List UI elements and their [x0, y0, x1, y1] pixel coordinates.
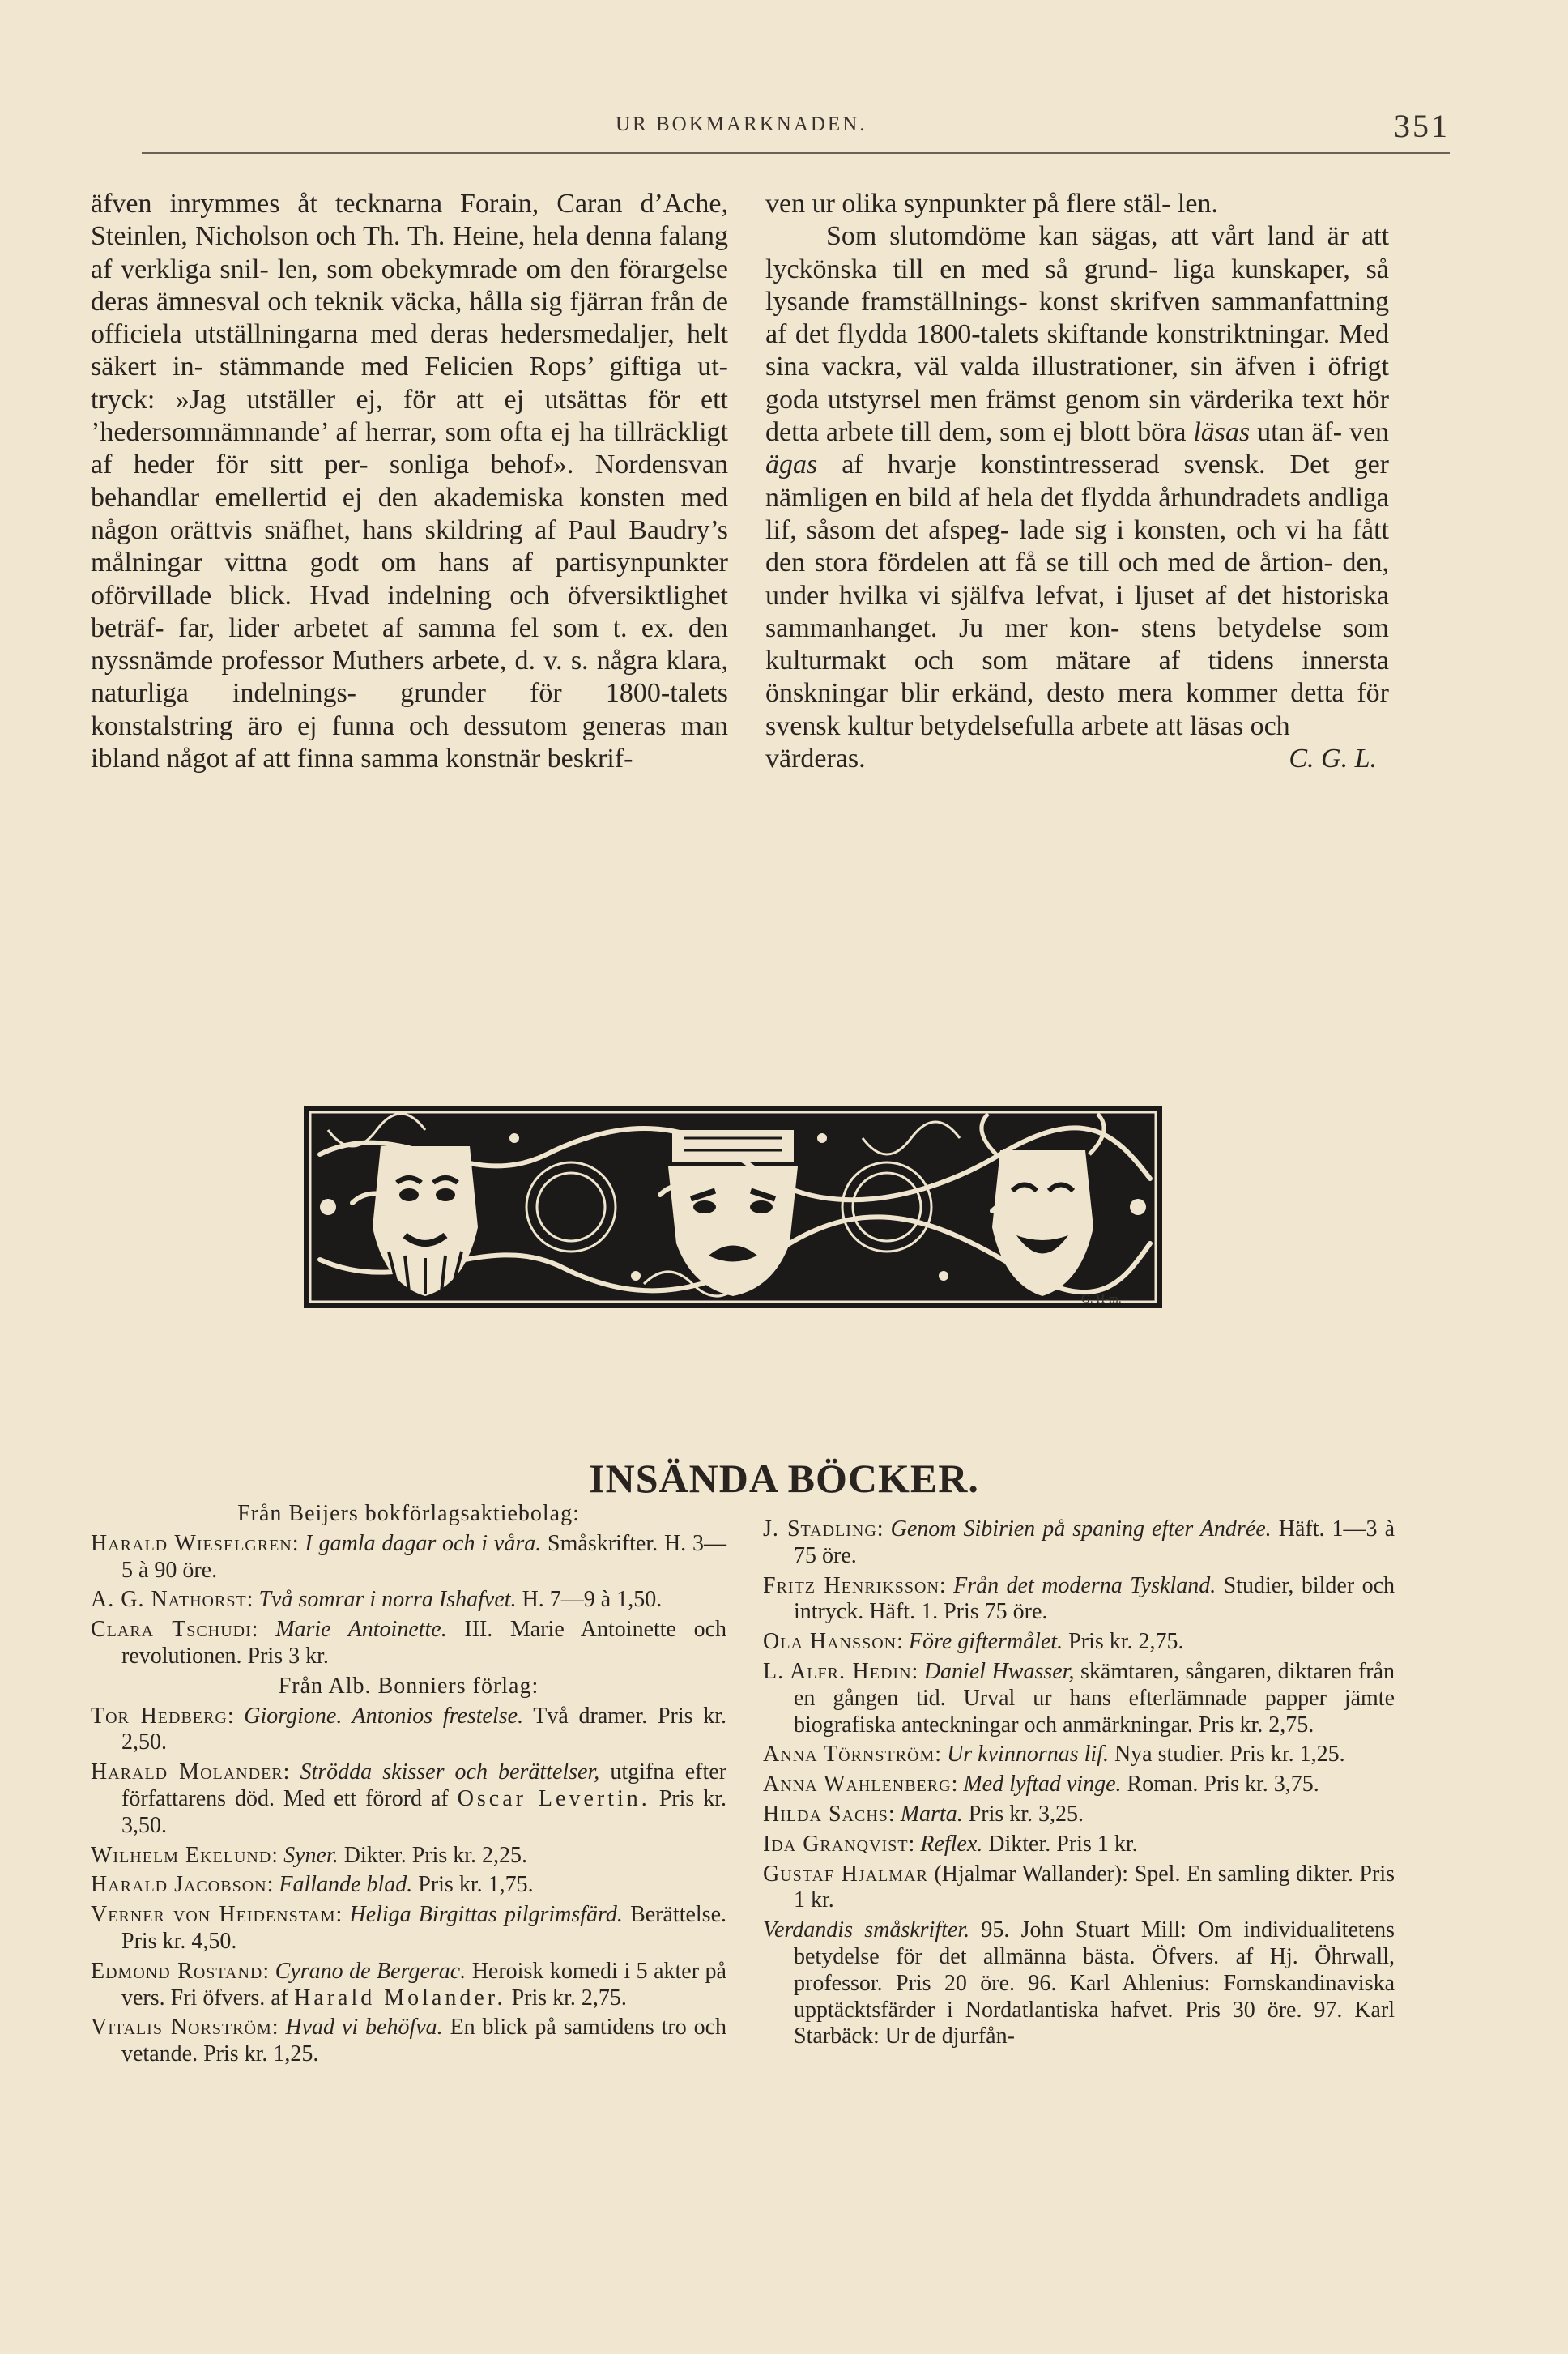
book-entry: Anna Törnström: Ur kvinnornas lif. Nya studier. Pris kr. 1,25.: [763, 1742, 1345, 1768]
book-entry: Hilda Sachs: Marta. Pris kr. 3,25.: [763, 1801, 1084, 1827]
ornament-initials: G. H-m.: [1081, 1293, 1122, 1306]
book-entry: L. Alfr. Hedin: Daniel Hwasser, skämtaren, sångaren, diktaren från en gången tid. Urval ur hans efterlämnade papper jämte biografiska anteckningar och anmärkningar. Pris kr. 2,75.: [763, 1658, 1395, 1738]
review-paragraph-conclusion: Som slutomdöme kan sägas, att vårt land är att lyckönska till en med så grund- liga kunskaper, så lysande framställnings- konst skrifven sammanfattning af det flydda 1800-talets skiftande konstriktningar. Med sina vackra, väl valda illustrationer, sin äfven i öfrigt goda utstyrsel men främst genom sin värderika text hör detta arbete till dem, som ej blott böra läsas utan äf- ven ägas af hvarje konstintresserad svensk. Det ger nämligen en bild af hela det flydda århundradets andliga lif, såsom det afspeg- lade sig i konsten, och vi ha fått den stora fördelen att få se till och med de årtion- den, under hvilka vi själfva lefvat, i ljuset af det historiska sammanhanget. Ju mer kon- stens betydelse som kulturmakt och som mätare af tidens innersta önskningar blir erkänd, desto mera kommer detta för svensk kultur betydelsefulla arbete att läsas och: [765, 221, 1390, 741]
review-paragraph: ven ur olika synpunkter på flere stäl- len.: [765, 189, 1218, 219]
theatre-masks-ornament: [304, 1106, 1162, 1308]
book-entry: Anna Wahlenberg: Med lyftad vinge. Roman. Pris kr. 3,75.: [763, 1772, 1319, 1797]
book-entry: A. G. Nathorst: Två somrar i norra Ishafvet. H. 7—9 à 1,50.: [91, 1587, 663, 1613]
book-entry: Harald Wieselgren: I gamla dagar och i våra. Småskrifter. H. 3—5 à 90 öre.: [91, 1530, 727, 1583]
book-entry: Clara Tschudi: Marie Antoinette. III. Marie Antoinette och revolutionen. Pris 3 kr.: [91, 1617, 727, 1669]
review-signature: C. G. L.: [1289, 744, 1377, 774]
books-list-right: [763, 1516, 1395, 2053]
publisher-heading: Från Beijers bokförlagsaktiebolag:: [237, 1501, 580, 1526]
book-entry: Harald Molander: Strödda skisser och berättelser, utgifna efter författarens död. Med ett förord af Oscar Levertin. Pris kr. 3,50.: [91, 1759, 727, 1838]
publisher-heading: Från Alb. Bonniers förlag:: [278, 1673, 539, 1699]
running-title: UR BOKMARKNADEN.: [616, 113, 867, 135]
books-list-left: [91, 1501, 726, 2071]
review-closing: C. G. L. värderas.: [765, 743, 1389, 775]
review-right-column: [765, 188, 1389, 775]
book-entry: Edmond Rostand: Cyrano de Bergerac. Heroisk komedi i 5 akter på vers. Fri öfvers. af Harald Molander. Pris kr. 2,75.: [91, 1958, 726, 2011]
page-header: [142, 96, 1450, 154]
book-entry: Tor Hedberg: Giorgione. Antonios frestelse. Två dramer. Pris kr. 2,50.: [91, 1703, 727, 1755]
book-entry: J. Stadling: Genom Sibirien på spaning efter Andrée. Häft. 1—3 à 75 öre.: [763, 1516, 1395, 1568]
section-heading: INSÄNDA BÖCKER.: [589, 1455, 979, 1501]
book-entry: Fritz Henriksson: Från det moderna Tyskland. Studier, bilder och intryck. Häft. 1. Pris 75 öre.: [763, 1572, 1395, 1625]
page-number: 351: [1394, 108, 1450, 144]
book-entry: Ola Hansson: Före giftermålet. Pris kr. 2,75.: [763, 1629, 1184, 1655]
book-entry: Wilhelm Ekelund: Syner. Dikter. Pris kr. 2,25.: [91, 1842, 528, 1868]
book-entry: Ida Granqvist: Reflex. Dikter. Pris 1 kr.: [763, 1831, 1138, 1857]
book-entry: Vitalis Norström: Hvad vi behöfva. En blick på samtidens tro och vetande. Pris kr. 1,25.: [91, 2015, 727, 2067]
book-entry: Gustaf Hjalmar (Hjalmar Wallander): Spel. En samling dikter. Pris 1 kr.: [763, 1861, 1395, 1913]
book-entry: Verner von Heidenstam: Heliga Birgittas pilgrimsfärd. Berättelse. Pris kr. 4,50.: [91, 1902, 727, 1954]
book-entry: Verdandis småskrifter. 95. John Stuart Mill: Om individualitetens betydelse för det allmänna bästa. Öfvers. af Hj. Öhrwall, professor. Pris 20 öre. 96. Karl Ahlenius: Fornskandinaviska upptäcktsfärder i Nordatlantiska hafvet. Pris 30 öre. 97. Karl Starbäck: Ur de djurfån-: [763, 1917, 1395, 2049]
review-paragraph: äfven inrymmes åt tecknarna Forain, Caran d’Ache, Steinlen, Nicholson och Th. Th. Heine, hela denna falang af verkliga snil- len, som obekymrade om den förargelse deras ämnesval och teknik väcka, hålla sig fjärran från de officiela utställningarna med deras hedersmedaljer, helt säkert in- stämmande med Felicien Rops’ giftiga ut- tryck: »Jag utställer ej, för att ej utsättas för ett ’hedersomnämnande’ af herrar, som ofta ej ha tillräckligt af heder för sitt per- sonliga behof». Nordensvan behandlar emellertid ej den akademiska konsten med någon orättvis snäfhet, hans skildring af Paul Baudry’s målningar vittna godt om hans af partisynpunkter oförvillade blick. Hvad indelning och öfversiktlighet beträf- far, lider arbetet af samma fel som t. ex. den nyssnämde professor Muthers arbete, d. v. s. några klara, naturliga indelnings- grunder för 1800-talets konstalstring äro ej funna och dessutom generas man ibland något af att finna samma konstnär beskrif-: [91, 189, 729, 774]
book-entry: Harald Jacobson: Fallande blad. Pris kr. 1,75.: [91, 1872, 534, 1898]
review-left-column: [91, 188, 728, 775]
